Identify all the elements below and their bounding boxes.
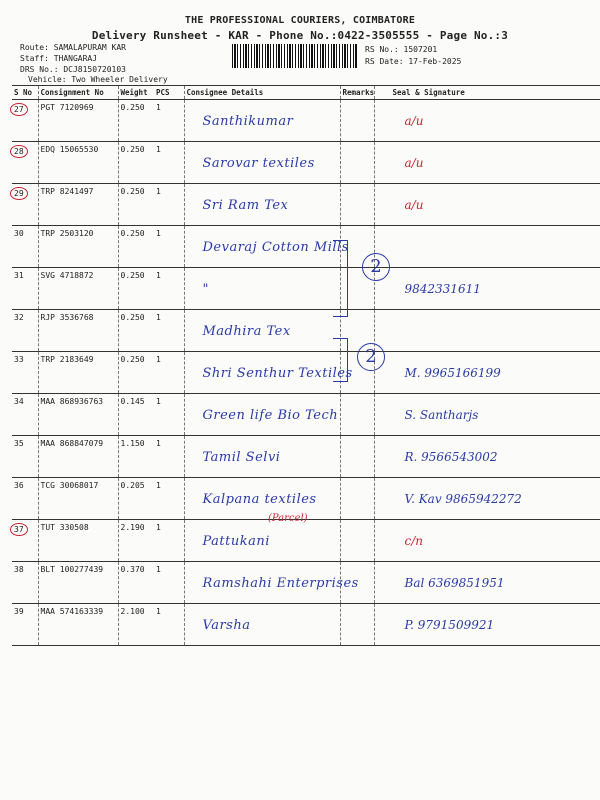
row-weight: 0.250 bbox=[118, 352, 154, 394]
signature-handwriting: S. Santharjs bbox=[404, 408, 479, 422]
table-header-row bbox=[12, 86, 600, 100]
col-consignment-header: Consignment No bbox=[38, 86, 118, 100]
consignee-handwriting: Green life Bio Tech bbox=[202, 408, 339, 423]
row-consignee bbox=[184, 436, 340, 478]
circled-sno: 37 bbox=[10, 523, 28, 536]
count-stamp: 2 bbox=[362, 253, 390, 281]
row-weight: 0.250 bbox=[118, 268, 154, 310]
row-weight: 0.145 bbox=[118, 394, 154, 436]
row-pcs: 1 bbox=[154, 436, 184, 478]
row-consignee bbox=[184, 562, 359, 604]
row-remarks bbox=[340, 100, 374, 142]
row-weight: 2.190 bbox=[118, 520, 154, 562]
grouping-bracket bbox=[333, 240, 348, 317]
company-title: THE PROFESSIONAL COURIERS, COIMBATORE bbox=[184, 15, 416, 26]
row-consignee bbox=[184, 394, 340, 436]
row-consignment-no: TRP 2503120 bbox=[38, 226, 118, 268]
consignee-handwriting: Sri Ram Tex bbox=[202, 198, 289, 213]
row-consignment-no: TUT 330508 bbox=[38, 520, 118, 562]
parcel-note: (Parcel) bbox=[268, 513, 308, 524]
consignee-handwriting: Shri Senthur Textiles bbox=[202, 366, 353, 381]
col-remarks-header: Remarks bbox=[340, 86, 374, 100]
table-row bbox=[12, 352, 600, 394]
row-remarks bbox=[340, 184, 374, 226]
table-row bbox=[12, 436, 600, 478]
row-consignee bbox=[184, 478, 340, 520]
row-weight: 0.250 bbox=[118, 184, 154, 226]
signature-handwriting: M. 9965166199 bbox=[404, 366, 501, 380]
row-pcs: 1 bbox=[154, 352, 184, 394]
row-pcs: 1 bbox=[154, 604, 184, 646]
row-consignment-no: SVG 4718872 bbox=[38, 268, 118, 310]
row-weight: 0.370 bbox=[118, 562, 154, 604]
consignee-handwriting: Sarovar textiles bbox=[202, 156, 315, 171]
consignee-handwriting: " bbox=[202, 282, 209, 297]
consignee-handwriting: Santhikumar bbox=[202, 114, 294, 129]
circled-sno: 28 bbox=[10, 145, 28, 158]
row-consignment-no: TCG 30068017 bbox=[38, 478, 118, 520]
row-consignee bbox=[184, 184, 340, 226]
row-seal-signature bbox=[374, 310, 600, 352]
row-consignee bbox=[184, 226, 349, 268]
row-consignment-no: MAA 574163339 bbox=[38, 604, 118, 646]
row-consignee bbox=[184, 310, 340, 352]
rs-date-label: RS Date: 17-Feb-2025 bbox=[365, 57, 462, 66]
row-pcs: 1 bbox=[154, 520, 184, 562]
runsheet-title: Delivery Runsheet - KAR - Phone No.:0422-3505555 - Page No.:3 bbox=[91, 29, 509, 42]
table-row bbox=[12, 184, 600, 226]
row-seal-signature bbox=[374, 604, 600, 646]
signature-handwriting: a/u bbox=[404, 156, 424, 170]
row-remarks bbox=[340, 436, 374, 478]
row-sno bbox=[12, 520, 38, 562]
row-consignee bbox=[184, 100, 340, 142]
consignee-handwriting: Tamil Selvi bbox=[202, 450, 281, 465]
row-consignment-no: MAA 868936763 bbox=[38, 394, 118, 436]
barcode bbox=[232, 44, 357, 68]
grouping-bracket-2 bbox=[333, 338, 348, 382]
row-consignee bbox=[184, 268, 340, 310]
row-sno: 35 bbox=[12, 436, 38, 478]
row-sno: 33 bbox=[12, 352, 38, 394]
table-row bbox=[12, 394, 600, 436]
row-weight: 0.250 bbox=[118, 310, 154, 352]
signature-handwriting: a/u bbox=[404, 114, 424, 128]
row-remarks bbox=[340, 394, 374, 436]
row-seal-signature bbox=[374, 394, 600, 436]
table-row bbox=[12, 562, 600, 604]
row-consignment-no: TRP 2183649 bbox=[38, 352, 118, 394]
row-seal-signature bbox=[374, 268, 600, 310]
row-consignment-no: TRP 8241497 bbox=[38, 184, 118, 226]
row-sno: 38 bbox=[12, 562, 38, 604]
signature-handwriting: c/n bbox=[404, 534, 423, 548]
row-pcs: 1 bbox=[154, 226, 184, 268]
row-seal-signature bbox=[374, 478, 600, 520]
row-pcs: 1 bbox=[154, 562, 184, 604]
staff-label: Staff: THANGARAJ bbox=[20, 54, 98, 63]
row-sno bbox=[12, 184, 38, 226]
row-consignee bbox=[184, 604, 340, 646]
row-consignment-no: MAA 868847079 bbox=[38, 436, 118, 478]
row-sno bbox=[12, 142, 38, 184]
row-pcs: 1 bbox=[154, 394, 184, 436]
vehicle-label: Vehicle: Two Wheeler Delivery bbox=[28, 75, 168, 84]
table-row bbox=[12, 268, 600, 310]
col-pcs-header: PCS bbox=[154, 86, 184, 100]
row-remarks bbox=[340, 520, 374, 562]
row-consignment-no: PGT 7120969 bbox=[38, 100, 118, 142]
consignee-handwriting: Ramshahi Enterprises bbox=[202, 576, 359, 591]
count-stamp-2: 2 bbox=[357, 343, 385, 371]
row-consignment-no: RJP 3536768 bbox=[38, 310, 118, 352]
consignee-handwriting: Pattukani bbox=[202, 534, 270, 549]
row-consignee bbox=[184, 352, 353, 394]
row-weight: 0.250 bbox=[118, 142, 154, 184]
row-seal-signature bbox=[374, 352, 600, 394]
row-sno: 34 bbox=[12, 394, 38, 436]
row-sno bbox=[12, 100, 38, 142]
row-remarks bbox=[340, 604, 374, 646]
row-sno: 30 bbox=[12, 226, 38, 268]
col-sno-header: S No bbox=[12, 86, 38, 100]
signature-handwriting: a/u bbox=[404, 198, 424, 212]
col-consignee-header: Consignee Details bbox=[184, 86, 340, 100]
table-row bbox=[12, 142, 600, 184]
row-consignee bbox=[184, 520, 340, 562]
row-consignment-no: EDQ 15065530 bbox=[38, 142, 118, 184]
row-pcs: 1 bbox=[154, 184, 184, 226]
signature-handwriting: R. 9566543002 bbox=[404, 450, 498, 464]
row-consignment-no: BLT 100277439 bbox=[38, 562, 118, 604]
consignee-handwriting: Varsha bbox=[202, 618, 251, 633]
row-seal-signature bbox=[374, 142, 600, 184]
row-pcs: 1 bbox=[154, 142, 184, 184]
col-weight-header: Weight bbox=[118, 86, 154, 100]
row-sno: 36 bbox=[12, 478, 38, 520]
row-consignee bbox=[184, 142, 340, 184]
row-weight: 2.100 bbox=[118, 604, 154, 646]
table-row bbox=[12, 520, 600, 562]
row-weight: 1.150 bbox=[118, 436, 154, 478]
row-seal-signature bbox=[374, 100, 600, 142]
consignee-handwriting: Devaraj Cotton Mills bbox=[202, 240, 349, 255]
row-seal-signature bbox=[374, 184, 600, 226]
row-sno: 32 bbox=[12, 310, 38, 352]
rs-no-label: RS No.: 1507201 bbox=[365, 45, 438, 54]
runsheet-table bbox=[12, 85, 600, 646]
circled-sno: 27 bbox=[10, 103, 28, 116]
row-pcs: 1 bbox=[154, 268, 184, 310]
row-seal-signature bbox=[374, 226, 600, 268]
col-seal-header: Seal & Signature bbox=[374, 86, 600, 100]
signature-handwriting: P. 9791509921 bbox=[404, 618, 495, 632]
row-pcs: 1 bbox=[154, 310, 184, 352]
row-remarks bbox=[340, 478, 374, 520]
row-pcs: 1 bbox=[154, 100, 184, 142]
table-row bbox=[12, 226, 600, 268]
row-sno: 31 bbox=[12, 268, 38, 310]
row-pcs: 1 bbox=[154, 478, 184, 520]
table-row bbox=[12, 604, 600, 646]
row-weight: 0.250 bbox=[118, 100, 154, 142]
row-seal-signature bbox=[374, 562, 600, 604]
table-row bbox=[12, 100, 600, 142]
route-label: Route: SAMALAPURAM KAR bbox=[20, 43, 126, 52]
row-sno: 39 bbox=[12, 604, 38, 646]
row-remarks bbox=[340, 142, 374, 184]
signature-handwriting: 9842331611 bbox=[404, 282, 481, 296]
consignee-handwriting: Madhira Tex bbox=[202, 324, 291, 339]
row-weight: 0.205 bbox=[118, 478, 154, 520]
signature-handwriting: Bal 6369851951 bbox=[404, 576, 505, 590]
signature-handwriting: V. Kav 9865942272 bbox=[404, 492, 522, 506]
drs-label: DRS No.: DCJ8150720103 bbox=[20, 65, 126, 74]
row-weight: 0.250 bbox=[118, 226, 154, 268]
row-seal-signature bbox=[374, 520, 600, 562]
circled-sno: 29 bbox=[10, 187, 28, 200]
row-seal-signature bbox=[374, 436, 600, 478]
table-row bbox=[12, 310, 600, 352]
consignee-handwriting: Kalpana textiles bbox=[202, 492, 317, 507]
